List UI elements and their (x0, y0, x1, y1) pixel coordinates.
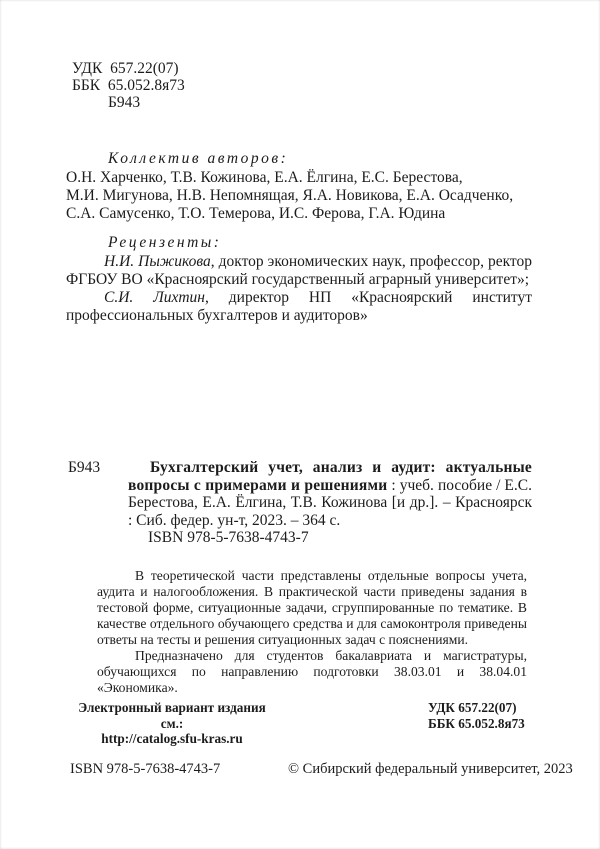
udk-line: УДК 657.22(07) (72, 60, 179, 77)
bib-details: : учеб. пособие / Е.С. Берестова, Е.А. Ёлгина, Т.В. Кожинова [и др.]. – Красноярск : Сиб. федер. ун-т, 2023. – 364 с. (128, 476, 532, 529)
reviewers-block (66, 234, 532, 325)
reviewer-entry (66, 253, 532, 289)
bbk-line: ББК 65.052.8я73 (72, 77, 185, 94)
bib-isbn: ISBN 978-5-7638-4743-7 (148, 529, 309, 547)
annotation-paragraph: В теоретической части представлены отдельные вопросы учета, аудита и налогообложения. В практической части приведены задания в тестовой форме, ситуационные задачи, сгруппированные по тематике. В качестве отдельного обучающего средства и для самоконтроля приведены ответы на тесты и решения ситуационных задач с пояснениями. (97, 568, 527, 647)
author-sign-code: Б943 (108, 94, 141, 111)
reviewer-description: , доктор экономических наук, профессор, ректор ФГБОУ ВО «Красноярский государственный аграрный университет»; (66, 253, 532, 288)
electronic-edition-url: http://catalog.sfu-kras.ru (101, 731, 243, 746)
annotation-block (97, 568, 527, 696)
copyright-notice: © Сибирский федеральный университет, 2023 (288, 761, 573, 777)
authors-line: С.А. Самусенко, Т.О. Темерова, И.С. Ферова, Г.А. Юдина (66, 205, 446, 222)
reviewer-name: С.И. Лихтин (104, 289, 205, 306)
footer-bbk: ББК 65.052.8я73 (428, 715, 525, 731)
reviewer-entry (66, 289, 532, 325)
reviewers-heading: Рецензенты: (108, 234, 222, 251)
footer-classification-codes (428, 700, 525, 731)
footer-udk: УДК 657.22(07) (428, 700, 517, 715)
electronic-edition-label: Электронный вариант издания см.: (78, 700, 266, 731)
bib-title: Бухгалтерский учет, анализ и аудит: актуальные вопросы с примерами и решениями (128, 459, 532, 494)
electronic-edition-note (72, 700, 272, 747)
bib-description (128, 459, 532, 529)
bib-author-sign: Б943 (68, 459, 101, 476)
authors-heading: Коллектив авторов: (108, 150, 289, 167)
authors-line: М.И. Мигунова, Н.В. Непомнящая, Я.А. Новикова, Е.А. Осадченко, (66, 187, 514, 204)
bibliographic-entry (66, 459, 532, 547)
reviewer-name: Н.И. Пыжикова (104, 253, 211, 270)
authors-block (66, 150, 532, 223)
authors-line: О.Н. Харченко, Т.В. Кожинова, Е.А. Ёлгина, Е.С. Берестова, (66, 169, 463, 186)
classification-codes (72, 60, 185, 111)
reviewer-description: , директор НП «Красноярский институт профессиональных бухгалтеров и аудиторов» (66, 289, 532, 324)
annotation-paragraph: Предназначено для студентов бакалавриата и магистратуры, обучающихся по направлению подготовки 38.03.01 и 38.04.01 «Экономика». (97, 648, 527, 695)
isbn-number: ISBN 978-5-7638-4743-7 (70, 761, 221, 777)
